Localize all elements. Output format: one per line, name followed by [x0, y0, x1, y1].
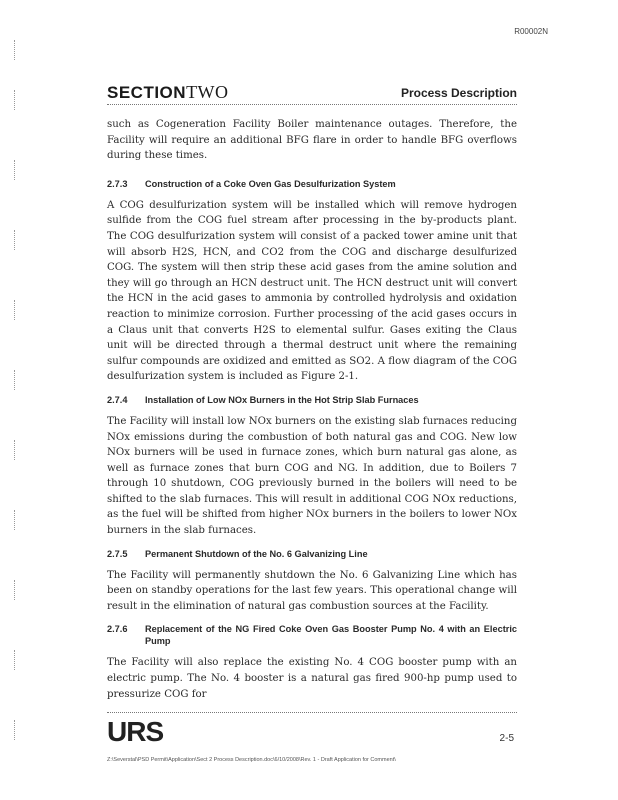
page-number: 2-5 — [499, 733, 514, 744]
page-body — [107, 117, 517, 711]
section-body: The Facility will also replace the existing No. 4 COG booster pump with an electric pump. The No. 4 booster is a natural gas fired 900-hp pump used to pressurize COG for — [107, 657, 517, 700]
section-label — [107, 82, 229, 103]
section-heading-number: 2.7.6 — [107, 624, 128, 635]
section-label-text: SECTION — [107, 83, 187, 102]
section-heading — [107, 178, 517, 190]
section-heading-number: 2.7.3 — [107, 178, 128, 189]
section-body: The Facility will install low NOx burners on the existing slab furnaces reducing NOx emissions during the combustion of both natural gas and COG. New low NOx burners will be used in furnace zones, which burn natural gas alone, as well as furnace zones that burn COG and NG. In addition, due to Boilers 7 through 10 shutdown, COG previously burned in the boilers will need to be shifted to the slab furnaces. This will result in additional COG NOx reductions, as the fuel will be shifted from higher NOx burners in the boilers to lower NOx burners in the slab furnaces. — [107, 415, 517, 537]
section-heading-number: 2.7.4 — [107, 394, 128, 405]
document-id: R00002N — [514, 27, 548, 36]
page-header — [107, 82, 517, 106]
section-heading-title: Installation of Low NOx Burners in the Hot Strip Slab Furnaces — [145, 394, 419, 405]
section-heading — [107, 623, 517, 647]
footer-divider — [107, 712, 517, 713]
section-body: The Facility will permanently shutdown the No. 6 Galvanizing Line which has been on standby operations for the last few years. This operational change will result in the elimination of natural gas combustion sources at the Facility. — [107, 569, 517, 612]
section-heading-number: 2.7.5 — [107, 548, 128, 559]
section-heading — [107, 548, 517, 560]
section-heading-title: Construction of a Coke Oven Gas Desulfurization System — [145, 178, 396, 189]
header-divider — [107, 104, 517, 105]
section-heading-title: Permanent Shutdown of the No. 6 Galvanizing Line — [145, 548, 368, 559]
intro-paragraph: such as Cogeneration Facility Boiler maintenance outages. Therefore, the Facility will require an additional BFG flare in order to handle BFG overflows during these times. — [107, 119, 517, 162]
section-body: A COG desulfurization system will be installed which will remove hydrogen sulfide from the COG fuel stream after processing in the by-products plant. The COG desulfurization system will consist of a packed tower amine unit that will absorb H2S, HCN, and CO2 from the COG and discharge desulfurized COG. The system will then strip these acid gases from the amine solution and they will go through an HCN destruct unit. The HCN destruct unit will convert the HCN in the acid gases to ammonia by controlled hydrolysis and oxidation reaction to minimize corrosion. Further processing of the acid gases occurs in a Claus unit that converts H2S to elemental sulfur. Gases exiting the Claus unit will be directed through a thermal destruct unit where the remaining sulfur compounds are oxidized and emitted as SO2. A flow diagram of the COG desulfurization system is included as Figure 2-1. — [107, 199, 517, 383]
footer-file-path: Z:\Severstal\PSD Permit\Application\Sect 2 Process Description.doc\6/10/2008\Rev. 1 - Draft Application for Comment\ — [107, 757, 396, 763]
header-title: Process Description — [400, 86, 517, 100]
section-heading-title: Replacement of the NG Fired Coke Oven Gas Booster Pump No. 4 with an Electric Pump — [145, 624, 517, 647]
section-number: TWO — [186, 82, 229, 102]
margin-ticks — [14, 40, 20, 760]
section-heading — [107, 394, 517, 406]
urs-logo: URS — [107, 716, 164, 747]
